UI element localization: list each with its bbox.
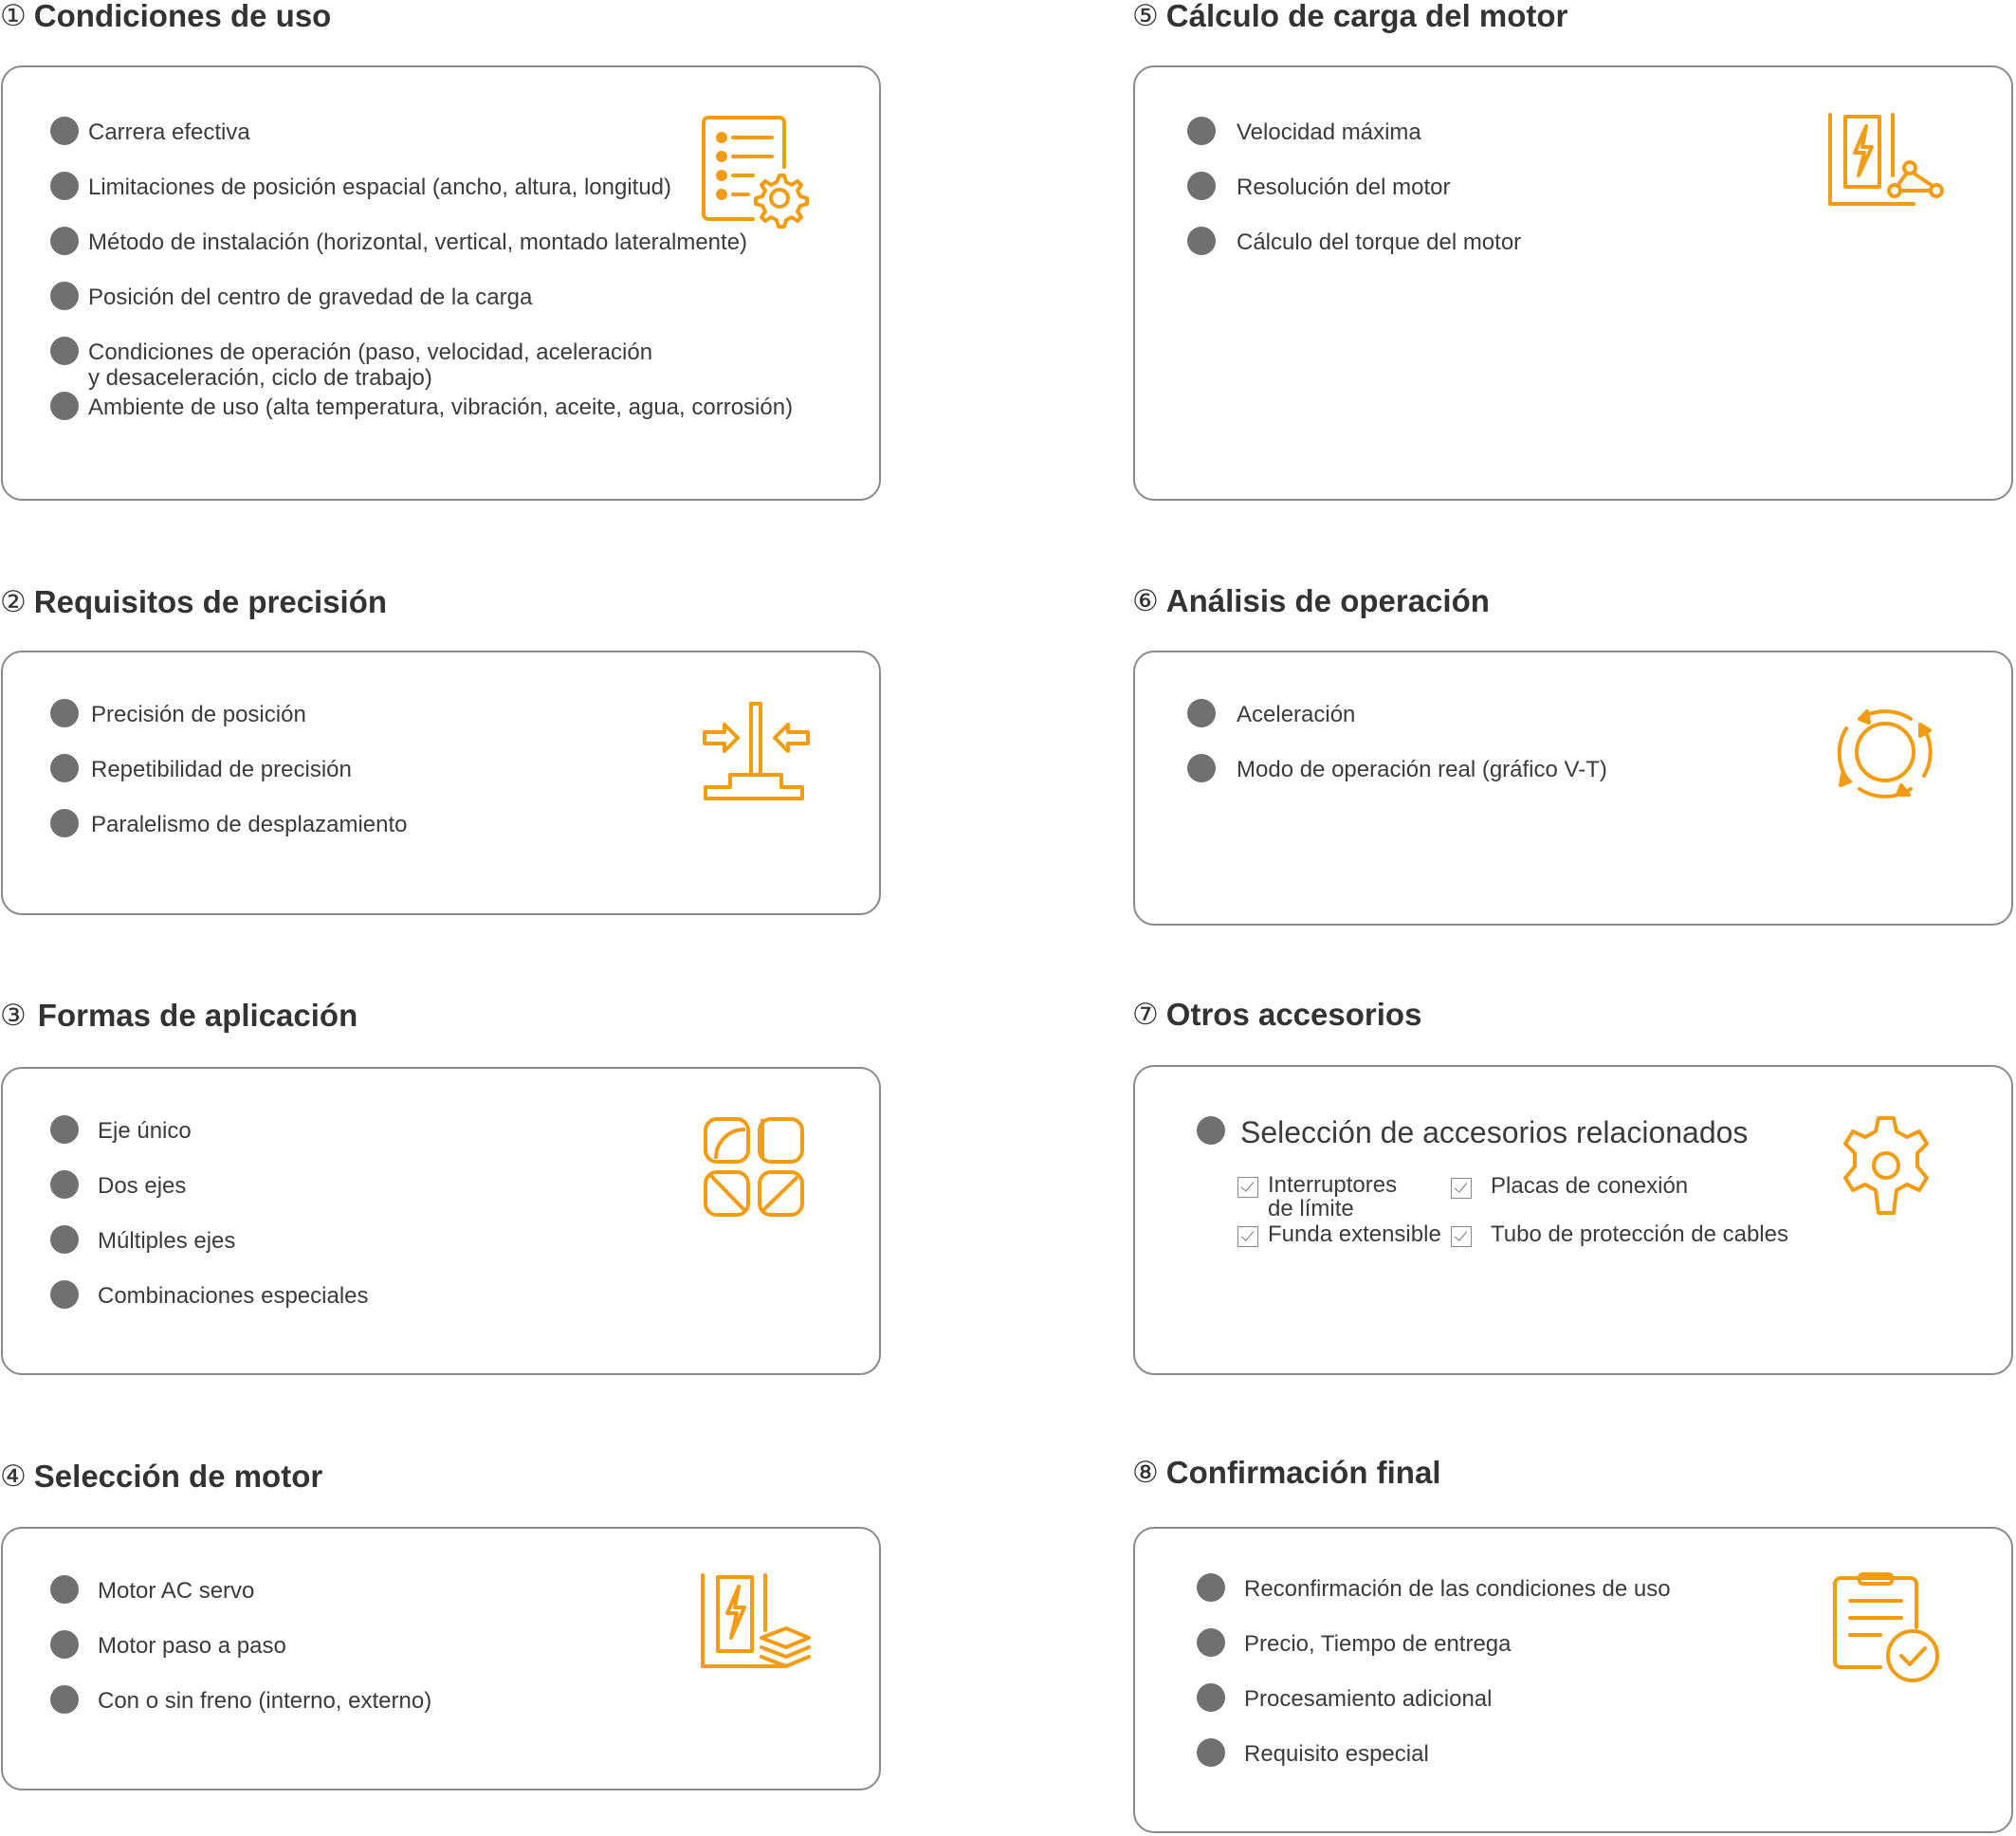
gear-icon: [1833, 1114, 1939, 1217]
bullet-dot: [1187, 754, 1216, 782]
bullet-dot: [50, 1630, 79, 1659]
section-number: ⑦: [1132, 998, 1159, 1031]
section-number: ⑥: [1132, 584, 1159, 617]
list-item: Selección de accesorios relacionados: [1197, 1116, 1748, 1148]
bullet-dot: [50, 282, 79, 310]
section-title: [1132, 582, 1490, 620]
section-card: [1, 65, 881, 501]
bullet-dot: [50, 1685, 79, 1714]
bullet-dot: [1187, 117, 1216, 145]
bullet-dot: [50, 1170, 79, 1199]
list-item: Motor paso a paso: [50, 1633, 286, 1659]
bullet-dot: [50, 337, 79, 365]
checkbox-checked: [1237, 1177, 1258, 1198]
section-title-text: Otros accesorios: [1165, 997, 1422, 1032]
section-number: ④: [0, 1460, 27, 1493]
list-item: Eje único: [50, 1118, 192, 1144]
bullet-dot: [50, 1280, 79, 1309]
list-item: Repetibilidad de precisión: [50, 757, 352, 782]
checkbox-checked: [1451, 1226, 1472, 1247]
motor-layers-icon: [699, 1573, 815, 1678]
section-title: [1132, 1454, 1440, 1492]
checkbox-interruptores: Interruptores de límite: [1237, 1173, 1397, 1221]
section-card: [1133, 1527, 2013, 1833]
checklist-gear-icon: [701, 115, 810, 229]
list-item: Posición del centro de gravedad de la carga: [50, 285, 532, 310]
list-item: Limitaciones de posición espacial (ancho, altura, longitud): [50, 174, 671, 200]
bullet-dot: [50, 1575, 79, 1604]
section-title-text: Análisis de operación: [1165, 583, 1490, 618]
bullet-dot: [50, 754, 79, 782]
list-item: Condiciones de operación (paso, velocidad, aceleración y desaceleración, ciclo de trabajo): [50, 340, 652, 391]
bullet-dot: [50, 172, 79, 200]
motor-load-icon: [1826, 113, 1945, 217]
list-item: Carrera efectiva: [50, 119, 250, 145]
bullet-dot: [50, 227, 79, 255]
section-title-text: Requisitos de precisión: [33, 584, 388, 619]
clipboard-check-icon: [1831, 1572, 1943, 1686]
bullet-dot: [50, 809, 79, 837]
section-title-text: Selección de motor: [33, 1459, 323, 1494]
list-item: Procesamiento adicional: [1197, 1686, 1492, 1712]
section-title: [0, 583, 387, 621]
section-number: ②: [0, 585, 27, 618]
bullet-dot: [1197, 1628, 1225, 1657]
list-item: Combinaciones especiales: [50, 1283, 369, 1309]
list-item: Motor AC servo: [50, 1578, 254, 1604]
checkbox-checked: [1237, 1226, 1258, 1247]
section-title-text: Confirmación final: [1165, 1455, 1441, 1490]
section-card: [1133, 651, 2013, 926]
section-title: [1132, 0, 1567, 35]
four-quadrants-icon: [703, 1116, 809, 1219]
list-item: Múltiples ejes: [50, 1228, 235, 1254]
list-item: Velocidad máxima: [1187, 119, 1421, 145]
list-item: Paralelismo de desplazamiento: [50, 812, 408, 837]
rotation-cycle-icon: [1831, 698, 1940, 807]
list-item: Con o sin freno (interno, externo): [50, 1688, 431, 1714]
bullet-dot: [1187, 172, 1216, 200]
section-number: ③: [0, 999, 27, 1032]
bullet-dot: [50, 1225, 79, 1254]
list-item: Requisito especial: [1197, 1741, 1429, 1767]
bullet-dot: [50, 117, 79, 145]
bullet-dot: [50, 392, 79, 420]
section-title: [0, 1458, 322, 1496]
bullet-dot: [1197, 1683, 1225, 1712]
section-title-text: Condiciones de uso: [33, 0, 332, 33]
section-number: ⑤: [1132, 0, 1159, 32]
bullet-dot: [50, 699, 79, 727]
checkbox-placas: Placas de conexión: [1451, 1174, 1688, 1199]
bullet-dot: [50, 1115, 79, 1144]
section-title-text: Formas de aplicación: [37, 998, 358, 1033]
checkbox-funda: Funda extensible: [1237, 1222, 1441, 1247]
section-title: [1132, 996, 1421, 1034]
list-item: Resolución del motor: [1187, 174, 1450, 200]
section-title-text: Cálculo de carga del motor: [1165, 0, 1568, 33]
list-item: Modo de operación real (gráfico V-T): [1187, 757, 1607, 782]
list-item: Cálculo del torque del motor: [1187, 230, 1521, 255]
checkbox-checked: [1451, 1178, 1472, 1199]
list-item: Método de instalación (horizontal, vertical, montado lateralmente): [50, 230, 747, 255]
section-number: ①: [0, 0, 27, 32]
bullet-dot: [1187, 227, 1216, 255]
section-title: [0, 0, 331, 35]
precision-arrows-icon: [702, 700, 811, 804]
bullet-dot: [1197, 1116, 1225, 1145]
list-item: Ambiente de uso (alta temperatura, vibración, aceite, agua, corrosión): [50, 395, 793, 420]
list-item: Dos ejes: [50, 1173, 186, 1199]
section-card: [1, 651, 881, 915]
section-card: [1, 1527, 881, 1790]
list-item: Precisión de posición: [50, 702, 306, 727]
checkbox-tubo: Tubo de protección de cables: [1451, 1222, 1788, 1247]
list-item: Aceleración: [1187, 702, 1355, 727]
list-item: Precio, Tiempo de entrega: [1197, 1631, 1512, 1657]
bullet-dot: [1187, 699, 1216, 727]
list-item: Reconfirmación de las condiciones de uso: [1197, 1576, 1671, 1602]
bullet-dot: [1197, 1573, 1225, 1602]
section-title: [0, 997, 357, 1035]
section-card: [1, 1067, 881, 1375]
bullet-dot: [1197, 1738, 1225, 1767]
section-card: [1133, 65, 2013, 501]
section-card: [1133, 1065, 2013, 1375]
section-number: ⑧: [1132, 1456, 1159, 1489]
